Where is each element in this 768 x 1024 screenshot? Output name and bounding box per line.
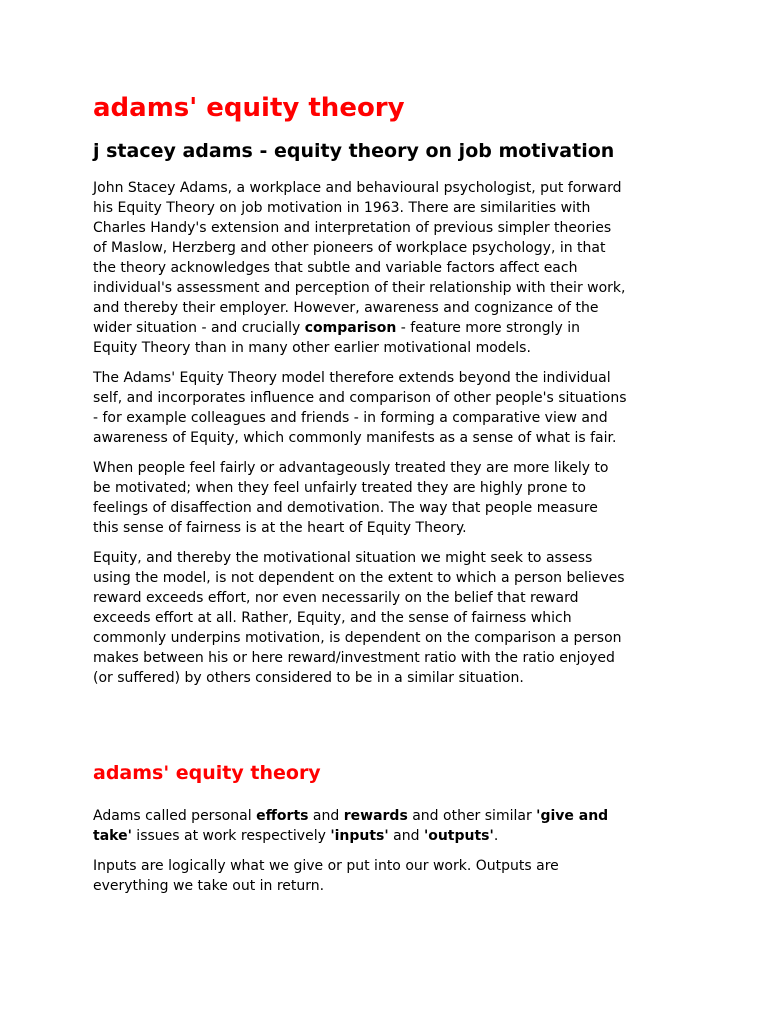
text-line: feelings of disaffection and demotivation. The way that people measure — [93, 500, 598, 516]
text-run: wider situation - and crucially — [93, 320, 305, 336]
text-run: and — [388, 828, 424, 844]
paragraph-equity — [93, 548, 683, 688]
text-line — [93, 826, 683, 846]
text-line — [93, 318, 683, 338]
text-line: awareness of Equity, which commonly manifests as a sense of what is fair. — [93, 430, 617, 446]
paragraph-definitions — [93, 856, 683, 896]
text-run: issues at work respectively — [131, 828, 331, 844]
page-subtitle: j stacey adams - equity theory on job motivation — [93, 140, 615, 162]
bold-term-give-and: 'give and — [536, 808, 609, 824]
page-title: adams' equity theory — [93, 93, 405, 123]
text-line: Equity, and thereby the motivational situation we might seek to assess — [93, 550, 593, 566]
paragraph-intro — [93, 178, 683, 358]
bold-term-comparison: comparison — [304, 320, 397, 336]
text-line: be motivated; when they feel unfairly treated they are highly prone to — [93, 480, 586, 496]
text-run: . — [493, 828, 499, 844]
text-line: When people feel fairly or advantageously treated they are more likely to — [93, 460, 609, 476]
text-line: and thereby their employer. However, awareness and cognizance of the — [93, 300, 599, 316]
text-line: of Maslow, Herzberg and other pioneers of workplace psychology, in that — [93, 240, 606, 256]
text-run: Adams called personal — [93, 808, 257, 824]
section-heading: adams' equity theory — [93, 762, 321, 784]
text-line: reward exceeds effort, nor even necessarily on the belief that reward — [93, 590, 579, 606]
text-line: John Stacey Adams, a workplace and behavioural psychologist, put forward — [93, 180, 622, 196]
text-line: makes between his or here reward/investment ratio with the ratio enjoyed — [93, 650, 615, 666]
text-line: exceeds effort at all. Rather, Equity, and the sense of fairness which — [93, 610, 572, 626]
text-line: (or suffered) by others considered to be in a similar situation. — [93, 670, 524, 686]
text-line: his Equity Theory on job motivation in 1963. There are similarities with — [93, 200, 591, 216]
text-run: and — [308, 808, 344, 824]
text-line: this sense of fairness is at the heart of Equity Theory. — [93, 520, 467, 536]
text-line: The Adams' Equity Theory model therefore extends beyond the individual — [93, 370, 611, 386]
bold-term-rewards: rewards — [343, 808, 408, 824]
paragraph-inputs-outputs — [93, 806, 683, 846]
text-line: Equity Theory than in many other earlier motivational models. — [93, 340, 531, 356]
text-line: individual's assessment and perception of their relationship with their work, — [93, 280, 626, 296]
bold-term-take: take' — [93, 828, 132, 844]
text-line: the theory acknowledges that subtle and variable factors affect each — [93, 260, 578, 276]
text-line: - for example colleagues and friends - in forming a comparative view and — [93, 410, 608, 426]
text-line: self, and incorporates influence and comparison of other people's situations — [93, 390, 627, 406]
bold-term-efforts: efforts — [256, 808, 309, 824]
paragraph-model — [93, 368, 683, 448]
text-run: - feature more strongly in — [396, 320, 580, 336]
bold-term-inputs: 'inputs' — [330, 828, 389, 844]
text-line: everything we take out in return. — [93, 878, 325, 894]
bold-term-outputs: 'outputs' — [423, 828, 494, 844]
text-line — [93, 806, 683, 826]
text-line: Inputs are logically what we give or put into our work. Outputs are — [93, 858, 559, 874]
paragraph-fairness — [93, 458, 683, 538]
text-line: using the model, is not dependent on the extent to which a person believes — [93, 570, 625, 586]
document-page — [93, 88, 683, 896]
text-line: Charles Handy's extension and interpretation of previous simpler theories — [93, 220, 612, 236]
text-run: and other similar — [407, 808, 537, 824]
text-line: commonly underpins motivation, is dependent on the comparison a person — [93, 630, 622, 646]
